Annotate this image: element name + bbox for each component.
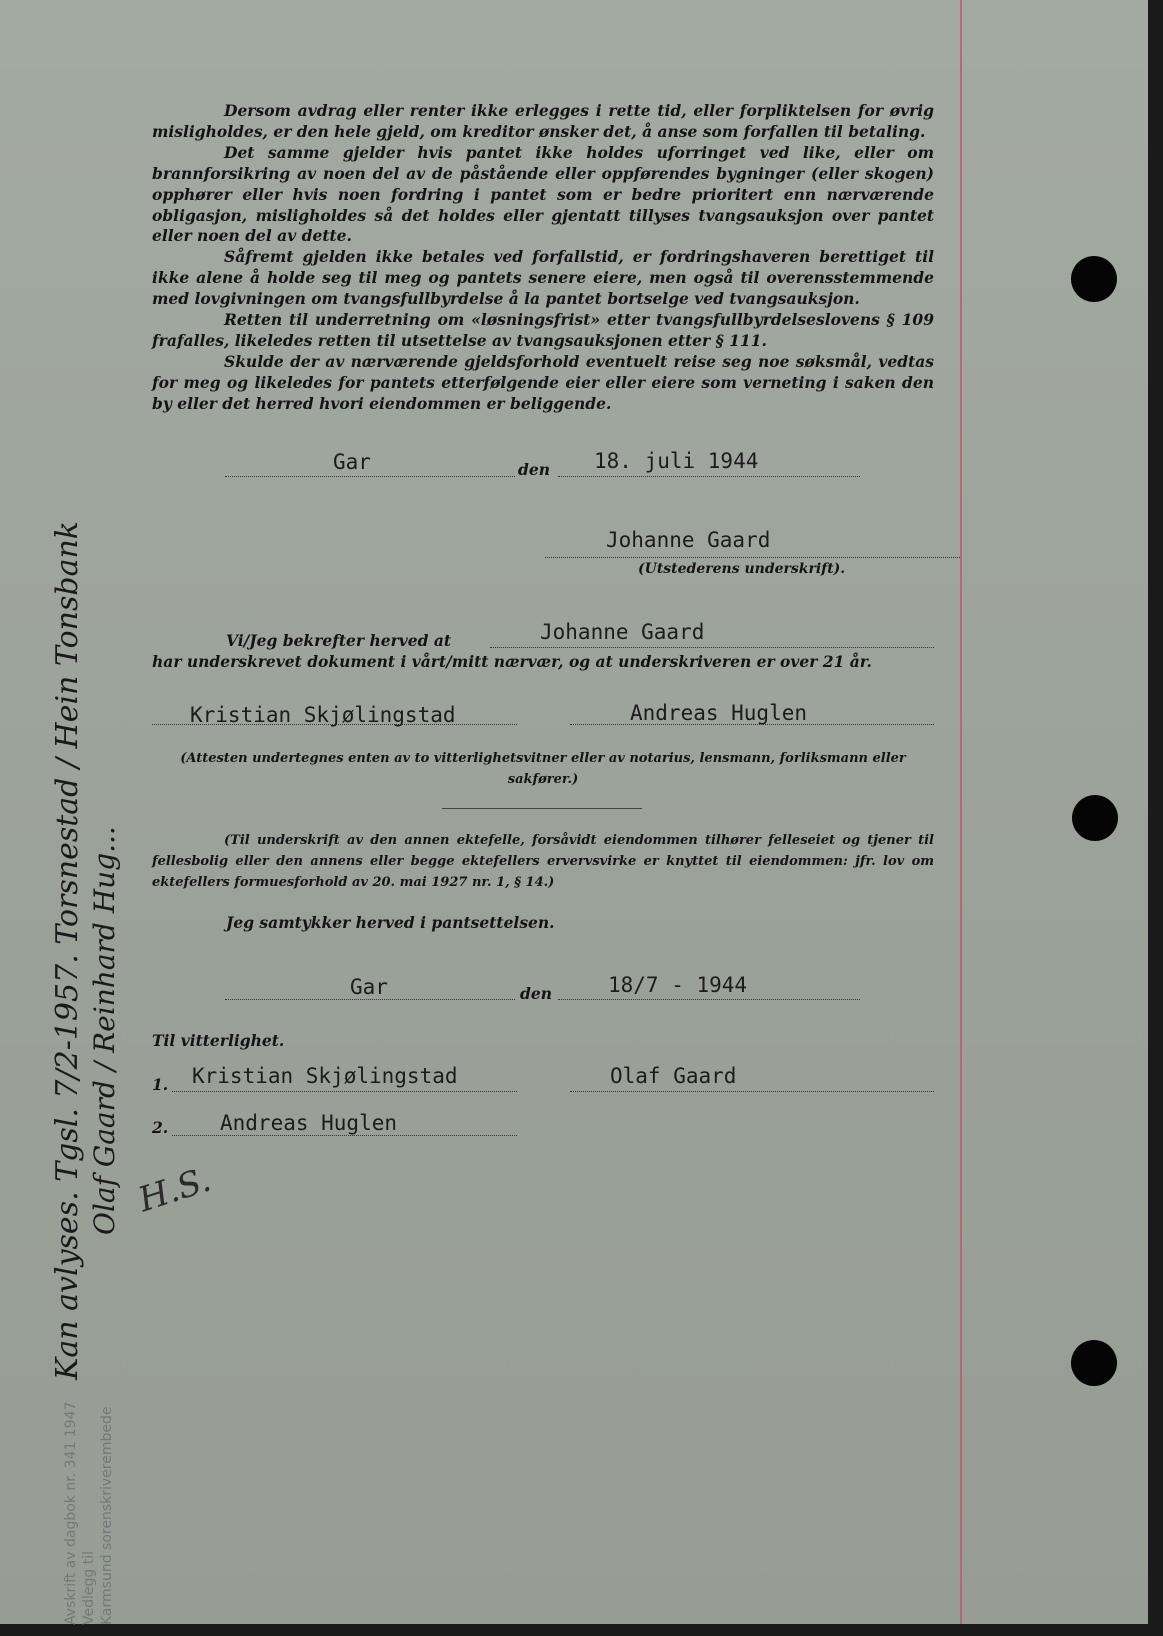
terms-paragraphs: [152, 101, 934, 415]
punch-hole-bottom: [1071, 1340, 1117, 1386]
clause-notice: Retten til underretning om «løsningsfrist» etter tvangsfullbyrdelseslovens § 109 frafalles, likeledes retten til utsettelse av tvangsauksjonen etter § 111.: [152, 310, 934, 350]
spouse-signing-date: 18/7 - 1944: [608, 973, 748, 997]
confirmation-rest: har underskrevet dokument i vårt/mitt nærvær, og at underskriveren er over 21 år.: [152, 652, 872, 671]
attest-witness-2-line: [570, 724, 934, 725]
punch-hole-middle: [1072, 795, 1118, 841]
stamp-line-2: Vedlegg til: [81, 1551, 97, 1625]
handwritten-annotation-2: Olaf Gaard / Reinhard Hug...: [88, 826, 121, 1235]
registry-stamp: [62, 1402, 116, 1625]
spouse-den-label: den: [520, 984, 552, 1003]
punch-hole-top: [1071, 256, 1117, 302]
clause-forfeiture: Såfremt gjelden ikke betales ved forfallstid, er fordringshaveren berettiget til ikke alene å holde seg til meg og pantets senere eiere, men også til overensstemmende med lovgivningen om tvangsfullbyrdelse å la pantet bortselge ved tvangsauksjon.: [152, 247, 934, 309]
issuer-signature: Johanne Gaard: [606, 528, 771, 552]
place-dotted-line: [225, 476, 515, 477]
spouse-consent: Jeg samtykker herved i pantsettelsen.: [226, 913, 555, 932]
witness-2-name: Andreas Huglen: [220, 1111, 398, 1135]
divider: [442, 808, 642, 809]
signing-place: Gar: [333, 450, 371, 474]
signer-dotted-line: [490, 647, 934, 648]
stamp-line-1: Avskrift av dagbok nr. 341 1947: [63, 1401, 79, 1625]
issuer-caption: (Utstederens underskrift).: [638, 561, 846, 577]
issuer-dotted-line: [545, 557, 960, 558]
date-dotted-line: [558, 476, 860, 477]
clause-venue: Skulde der av nærværende gjeldsforhold eventuelt reise seg noe søksmål, vedtas for meg og likeledes for pantets etterfølgende eier eller eiere som verneting i saken den by eller det herred hvori eiendommen er beliggende.: [152, 351, 934, 413]
spouse-signature-line: [570, 1091, 934, 1092]
den-label: den: [518, 460, 550, 479]
clause-insurance: Det samme gjelder hvis pantet ikke holdes uforringet ved like, eller om brannforsikring av noen del av de påstående eller oppførendes bygninger (eller skogen) opphører eller hvis noen fordring i pantet som er bedre prioritert enn nærværende obligasjon, misligholdes så det holdes eller gjentatt tillyses tvangsauksjon over pantet eller noen del av dette.: [152, 142, 934, 246]
spouse-place-dotted-line: [225, 999, 515, 1000]
witness-heading: Til vitterlighet.: [152, 1031, 285, 1050]
handwritten-annotation-1: Kan avlyses. Tgsl. 7/2-1957. Torsnestad / Hein Tonsbank: [50, 521, 85, 1380]
spouse-signing-place: Gar: [350, 975, 388, 999]
attest-witness-1-line: [152, 724, 517, 725]
attest-note: (Attesten undertegnes enten av to vitterlighetsvitner eller av notarius, lensmann, forliksmann eller sakfører.): [180, 751, 906, 787]
witness-2-line: [172, 1135, 517, 1136]
margin-rule: [960, 0, 962, 1636]
spouse-date-dotted-line: [558, 999, 860, 1000]
signing-date: 18. juli 1944: [594, 449, 759, 473]
witness-1-line: [172, 1091, 517, 1092]
spouse-signature: Olaf Gaard: [610, 1064, 737, 1088]
stamp-line-3: Karmsund sorenskriverembede: [99, 1406, 115, 1625]
witness-1-name: Kristian Skjølingstad: [192, 1064, 458, 1088]
spouse-note: (Til underskrift av den annen ektefelle, forsåvidt eiendommen tilhører felleseiet og tjener til fellesbolig eller den annens eller begge ektefellers ervervsvirke er knyttet til eiendommen: jfr. lov om ektefellers formuesforhold av 20. mai 1927 nr. 1, § 14.): [152, 833, 934, 890]
scan-edge-bottom: [0, 1624, 1163, 1636]
scan-edge-right: [1148, 0, 1163, 1636]
confirmed-signer: Johanne Gaard: [540, 620, 705, 644]
witness-1-number: 1.: [152, 1075, 169, 1094]
confirmation-prefix: Vi/Jeg bekrefter herved at: [226, 631, 452, 650]
attest-witness-1: Kristian Skjølingstad: [190, 703, 456, 727]
clause-default: Dersom avdrag eller renter ikke erlegges i rette tid, eller forpliktelsen for øvrig misligholdes, er den hele gjeld, om kreditor ønsker det, å anse som forfallen til betaling.: [152, 101, 934, 141]
witness-2-number: 2.: [152, 1118, 169, 1137]
handwritten-initials: H.S.: [133, 1159, 216, 1221]
attest-witness-2: Andreas Huglen: [630, 701, 808, 725]
